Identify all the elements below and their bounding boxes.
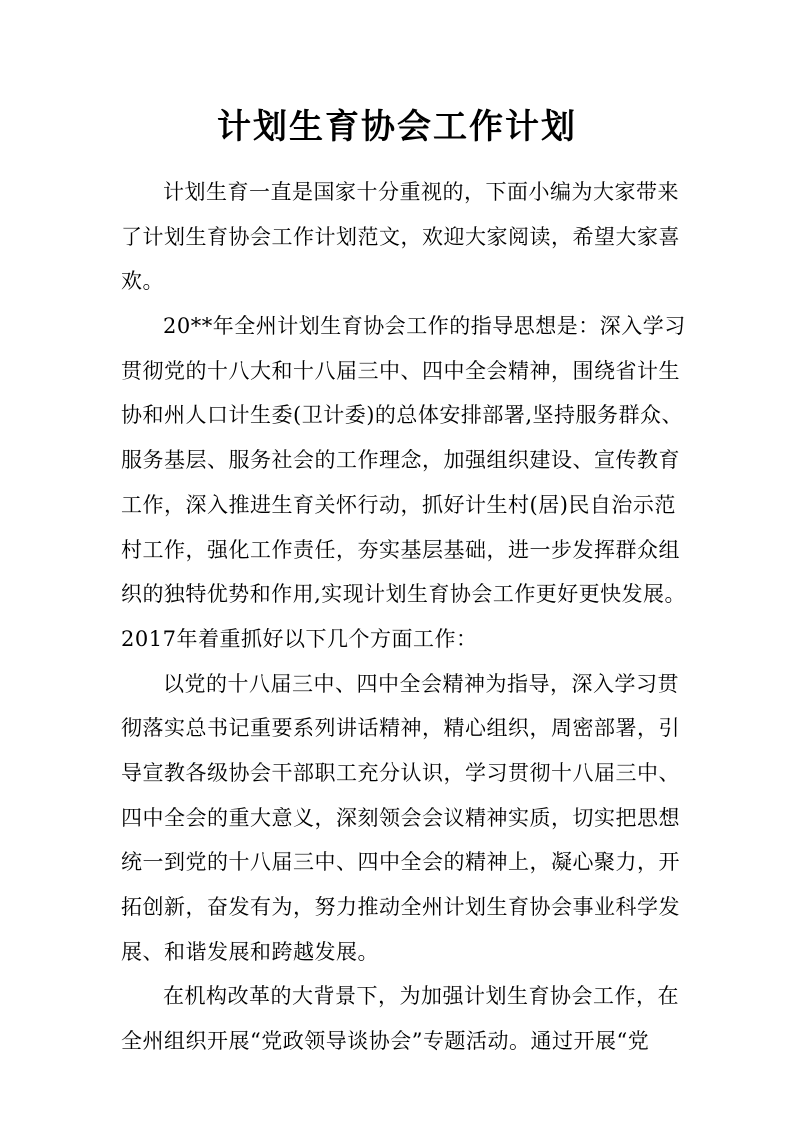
paragraph-line: 2017年着重抓好以下几个方面工作：: [121, 626, 478, 651]
paragraph-institution-reform: [121, 974, 686, 1063]
paragraph-line: 织的独特优势和作用,实现计划生育协会工作更好更快发展。: [121, 582, 686, 607]
paragraph-line: 拓创新，奋发有为，努力推动全州计划生育协会事业科学发: [121, 895, 680, 919]
paragraph-line: 了计划生育协会工作计划范文，欢迎大家阅读，希望大家喜: [121, 224, 680, 249]
paragraph-line: 计划生育一直是国家十分重视的，下面小编为大家带来: [163, 180, 679, 204]
paragraph-guiding-thought: [121, 304, 686, 662]
paragraph-line: 协和州人口计生委(卫计委)的总体安排部署,坚持服务群众、: [121, 403, 684, 428]
document-body: [121, 170, 686, 1064]
document-title: 计划生育协会工作计划: [217, 107, 577, 147]
paragraph-line: 20**年全州计划生育协会工作的指导思想是：深入学习: [163, 314, 686, 339]
paragraph-line: 导宣教各级协会干部职工充分认识，学习贯彻十八届三中、: [121, 760, 680, 785]
paragraph-line: 展、和谐发展和跨越发展。: [121, 939, 379, 964]
paragraph-line: 全州组织开展“党政领导谈协会”专题活动。通过开展“党: [121, 1029, 650, 1054]
paragraph-line: 彻落实总书记重要系列讲话精神，精心组织，周密部署，引: [121, 716, 680, 741]
paragraph-line: 以党的十八届三中、四中全会精神为指导，深入学习贯: [163, 671, 679, 696]
paragraph-line: 服务基层、服务社会的工作理念，加强组织建设、宣传教育: [121, 448, 680, 473]
paragraph-line: 在机构改革的大背景下，为加强计划生育协会工作，在: [163, 984, 679, 1009]
paragraph-line: 欢。: [121, 269, 164, 294]
paragraph-line: 村工作，强化工作责任，夯实基层基础，进一步发挥群众组: [121, 537, 680, 562]
paragraph-intro: [121, 170, 686, 304]
paragraph-study-spirit: [121, 662, 686, 975]
paragraph-line: 工作，深入推进生育关怀行动，抓好计生村(居)民自治示范: [121, 492, 676, 517]
paragraph-line: 统一到党的十八届三中、四中全会的精神上，凝心聚力，开: [121, 850, 680, 875]
paragraph-line: 四中全会的重大意义，深刻领会会议精神实质，切实把思想: [121, 805, 680, 830]
paragraph-line: 贯彻党的十八大和十八届三中、四中全会精神，围绕省计生: [121, 358, 680, 383]
